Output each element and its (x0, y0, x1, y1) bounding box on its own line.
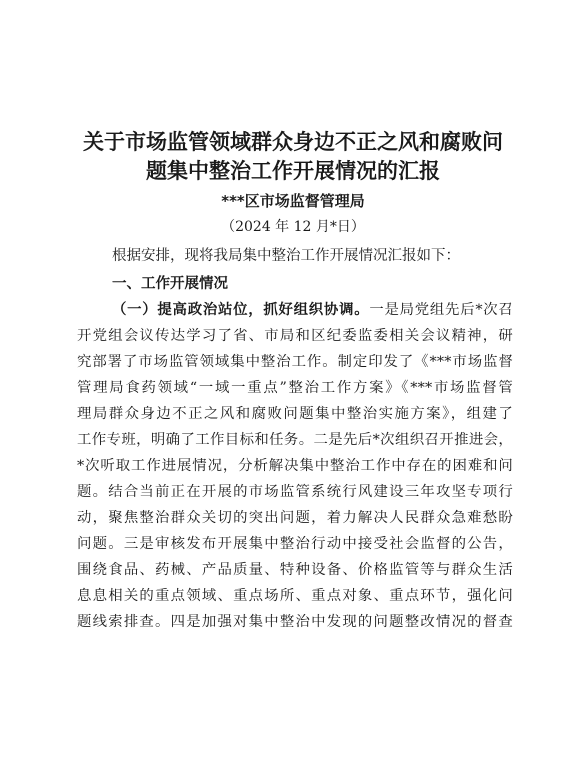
subsection-heading-1: （一）提高政治站位，抓好组织协调。 (112, 301, 370, 318)
body-line: 究部署了市场监管领域集中整治工作。制定印发了《***市场监督 (77, 354, 513, 370)
body-line: 围绕食品、药械、产品质量、特种设备、价格监管等与群众生活 (77, 562, 513, 578)
section-heading-1: 一、工作开展情况 (112, 276, 228, 292)
body-line: 理局群众身边不正之风和腐败问题集中整治实施方案》，组建了 (77, 406, 513, 422)
body-line: 工作专班，明确了工作目标和任务。二是先后*次组织召开推进会， (77, 432, 513, 448)
body-line: 息息相关的重点领域、重点场所、重点对象、重点环节，强化问 (77, 588, 513, 604)
intro-paragraph: 根据安排，现将我局集中整治工作开展情况汇报如下： (112, 248, 460, 264)
issuing-organization: ***区市场监督管理局 (221, 192, 365, 210)
title-line-2: 题集中整治工作开展情况的汇报 (146, 159, 440, 183)
body-line (112, 298, 513, 319)
body-line: 开党组会议传达学习了省、市局和区纪委监委相关会议精神，研 (77, 328, 513, 344)
body-line: 题线索排查。四是加强对集中整治中发现的问题整改情况的督查 (77, 614, 513, 630)
body-line-text: 一是局党组先后*次召 (369, 302, 513, 318)
document-title (60, 128, 526, 186)
body-line: 问题。三是审核发布开展集中整治行动中接受社会监督的公告， (77, 536, 513, 552)
body-line: 动，聚焦整治群众关切的突出问题，着力解决人民群众急难愁盼 (77, 510, 513, 526)
document-date: （2024 年 12 月*日） (221, 219, 365, 235)
body-line: 题。结合当前正在开展的市场监管系统行风建设三年攻坚专项行 (77, 484, 513, 500)
body-line: *次听取工作进展情况，分析解决集中整治工作中存在的困难和问 (77, 458, 513, 474)
body-line: 管理局食药领域“一域一重点”整治工作方案》《***市场监督管 (77, 380, 513, 396)
title-line-1: 关于市场监管领域群众身边不正之风和腐败问 (83, 130, 503, 154)
